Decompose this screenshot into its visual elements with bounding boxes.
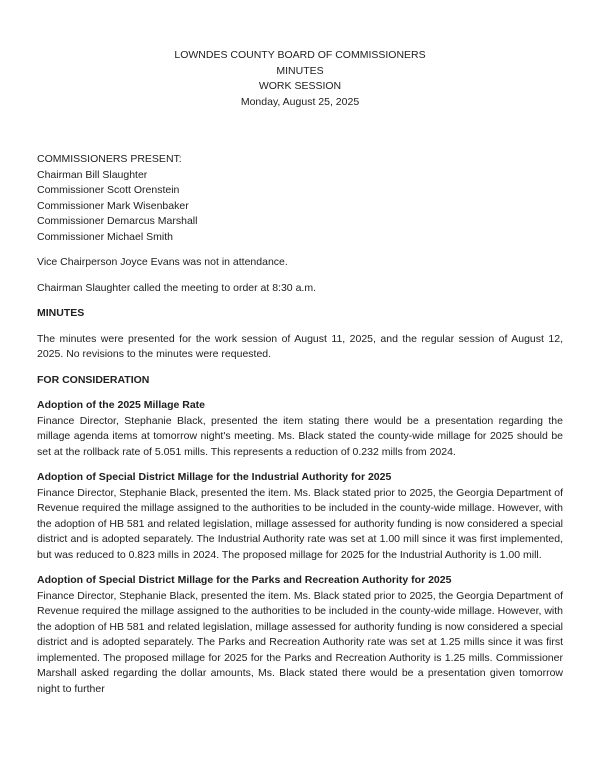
minutes-section-body: The minutes were presented for the work session of August 11, 2025, and the regular session of August 12, 2025. No revisions to the minutes were requested.	[37, 332, 563, 360]
agenda-item-body: Finance Director, Stephanie Black, presented the item. Ms. Black stated prior to 2025, the Georgia Department of Revenue required the millage assigned to the authorities to be included in the county-wide millage. However, with the adoption of HB 581 and related legislation, millage assessed for authority funding is now considered a special district and is adopted separately. The Industrial Authority rate was set at 1.00 mill since it was first implemented, but was reduced to 0.823 mills in 2024. The proposed millage for 2025 for the Industrial Authority is 1.00 mill.	[37, 486, 563, 561]
meeting-date: Monday, August 25, 2025	[240, 95, 360, 108]
session-type-title: WORK SESSION	[258, 80, 342, 92]
document-header	[37, 48, 563, 110]
doc-type-title: MINUTES	[276, 64, 324, 77]
agenda-item-industrial-authority-millage	[37, 470, 563, 563]
agenda-item-title: Adoption of Special District Millage for the Parks and Recreation Authority for 2025	[37, 574, 452, 586]
call-to-order-note: Chairman Slaughter called the meeting to order at 8:30 a.m.	[37, 281, 316, 294]
commissioner-name: Commissioner Mark Wisenbaker	[37, 199, 189, 212]
commissioner-name: Commissioner Michael Smith	[37, 230, 173, 243]
commissioners-present-label: COMMISSIONERS PRESENT:	[37, 153, 182, 165]
for-consideration-heading: FOR CONSIDERATION	[37, 373, 150, 386]
agenda-item-title: Adoption of the 2025 Millage Rate	[37, 399, 206, 411]
commissioner-name: Chairman Bill Slaughter	[37, 168, 148, 181]
minutes-section-heading: MINUTES	[37, 307, 85, 319]
agenda-item-body: Finance Director, Stephanie Black, presented the item. Ms. Black stated prior to 2025, the Georgia Department of Revenue required the millage assigned to the authorities to be included in the county-wide millage. However, with the adoption of HB 581 and related legislation, millage assessed for authority funding is now considered a special district and is adopted separately. The Parks and Recreation Authority rate was set at 1.25 mills since it was first implemented. The proposed millage for 2025 for the Parks and Recreation Authority is 1.25 mills. Commissioner Marshall asked regarding the dollar amounts, Ms. Black stated there would be a presentation given tomorrow night to further	[37, 589, 563, 695]
agenda-item-parks-recreation-authority-millage	[37, 573, 563, 697]
agenda-item-2025-millage-rate	[37, 398, 563, 460]
agenda-item-title: Adoption of Special District Millage for the Industrial Authority for 2025	[37, 471, 392, 483]
commissioner-name: Commissioner Scott Orenstein	[37, 184, 180, 196]
org-title: LOWNDES COUNTY BOARD OF COMMISSIONERS	[174, 49, 426, 61]
attendance-section	[37, 152, 563, 245]
absence-note: Vice Chairperson Joyce Evans was not in attendance.	[37, 256, 288, 268]
commissioner-name: Commissioner Demarcus Marshall	[37, 215, 198, 227]
agenda-item-body: Finance Director, Stephanie Black, presented the item stating there would be a presentation regarding the millage agenda items at tomorrow night's meeting. Ms. Black stated the county-wide millage for 2025 should be set at the rollback rate of 5.051 mills. This represents a reduction of 0.232 mills from 2024.	[37, 414, 563, 458]
